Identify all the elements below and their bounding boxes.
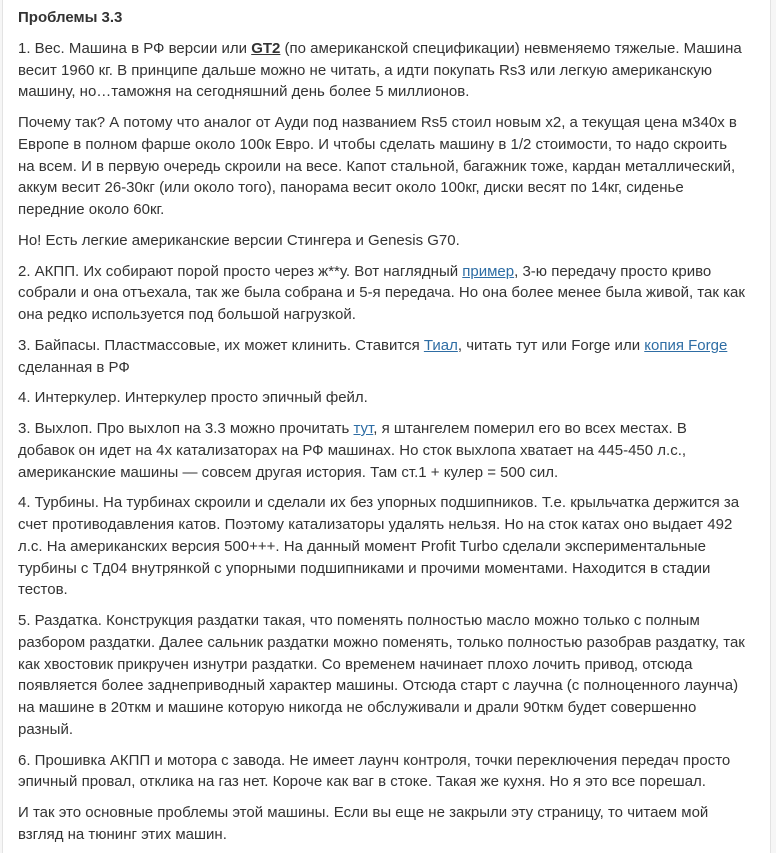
paragraph (18, 335, 746, 379)
gt2-link[interactable]: GT2 (251, 39, 281, 57)
text-run: сделанная в РФ (18, 358, 130, 376)
paragraph (18, 610, 746, 741)
tial-link[interactable]: Тиал (423, 336, 458, 354)
text-run: Почему так? А потому что аналог от Ауди под названием Rs5 стоил новым х2, а текущая цена м340х в Европе в полном фарше около 100к Евро. И чтобы сделать машину в 1/2 стоимости, то надо скроить на всем. И в первую очередь скроили на весе. Капот стальной, багажник тоже, кардан металлический, аккум весит 26-30кг (или около того), панорама весит около 100кг, диски весят по 14кг, сиденье передние около 60кг. (18, 114, 737, 218)
text-run: 4. Интеркулер. Интеркулер просто эпичный фейл. (18, 389, 368, 407)
paragraph (18, 230, 746, 252)
text-run: 3. Байпасы. Пластмассовые, их может клинить. Ставится (18, 336, 424, 354)
paragraph (18, 387, 746, 409)
example-link[interactable]: пример (462, 262, 515, 280)
text-run: , читать тут или Forge или (457, 336, 645, 354)
paragraph (18, 750, 746, 794)
text-run: 1. Вес. Машина в РФ версии или (18, 39, 252, 57)
text-run: 4. Турбины. На турбинах скроили и сделали их без упорных подшипников. Т.е. крыльчатка держится за счет противодавления катов. Поэтому катализаторы удалять нельзя. Но на сток катах оно выдает 492 л.с. На американских версия 500+++. На данный момент Profit Turbo сделали экспериментальные турбины с Тд04 внутрянкой с упорными подшипниками и прочими моментами. Находится в стадии тестов. (18, 494, 740, 599)
text-run: (по американской спецификации) невменяемо тяжелые. Машина весит 1960 кг. В принципе дальше можно не читать, а идти покупать Rs3 или легкую американскую машину, но…таможня на сегодняшний день более 5 миллионов. (18, 39, 742, 101)
paragraph (18, 112, 746, 221)
post-title: Проблемы 3.3 (18, 9, 123, 26)
paragraph (18, 38, 746, 103)
text-run: 3. Выхлоп. Про выхлоп на 3.3 можно прочитать (18, 420, 354, 437)
paragraph (18, 418, 746, 483)
paragraph (18, 492, 746, 601)
text-run: 6. Прошивка АКПП и мотора с завода. Не имеет лаунч контроля, точки переключения передач просто эпичный провал, отклика на газ нет. Короче как ваг в стоке. Такая же кухня. Но я это все порешал. (18, 751, 731, 791)
exhaust-link[interactable]: тут (353, 420, 374, 437)
paragraph (18, 261, 746, 326)
text-run: Но! Есть легкие американские версии Стингера и Genesis G70. (18, 231, 460, 249)
text-run: , 3-ю передачу просто криво собрали и она отъехала, так же была собрана и 5-я передача. Но она более менее была живой, так как она редко используется под большой нагрузкой. (18, 262, 745, 323)
text-run: , я штангелем померил его во всех местах. В добавок он идет на 4х катализаторах на РФ машинах. Но сток выхлопа хватает на 445-450 л.с., американские машины — совсем другая история. Там ст.1 + кулер = 500 сил. (18, 420, 687, 481)
post-card (2, 0, 771, 853)
post-body (18, 38, 746, 846)
text-run: 5. Раздатка. Конструкция раздатки такая, что поменять полностью масло можно только с полным разбором раздатки. Далее сальник раздатки можно поменять, только полностью разобрав раздатку, так как хвостовик прикручен изнутри раздатки. Со временем начинает плохо лочить привод, отсюда появляется более заднеприводный характер машины. Отсюда старт с лаучна (с полноценного лаунча) на машине в 20ткм и машине которую никогда не обслуживали и драли 90ткм будет совершенно разный. (18, 612, 745, 738)
forge-copy-link[interactable]: копия Forge (644, 336, 728, 354)
text-run: И так это основные проблемы этой машины. Если вы еще не закрыли эту страницу, то читаем мой взгляд на тюнинг этих машин. (18, 804, 709, 843)
text-run: 2. АКПП. Их собирают порой просто через ж**у. Вот наглядный (18, 262, 463, 280)
paragraph (18, 802, 746, 846)
